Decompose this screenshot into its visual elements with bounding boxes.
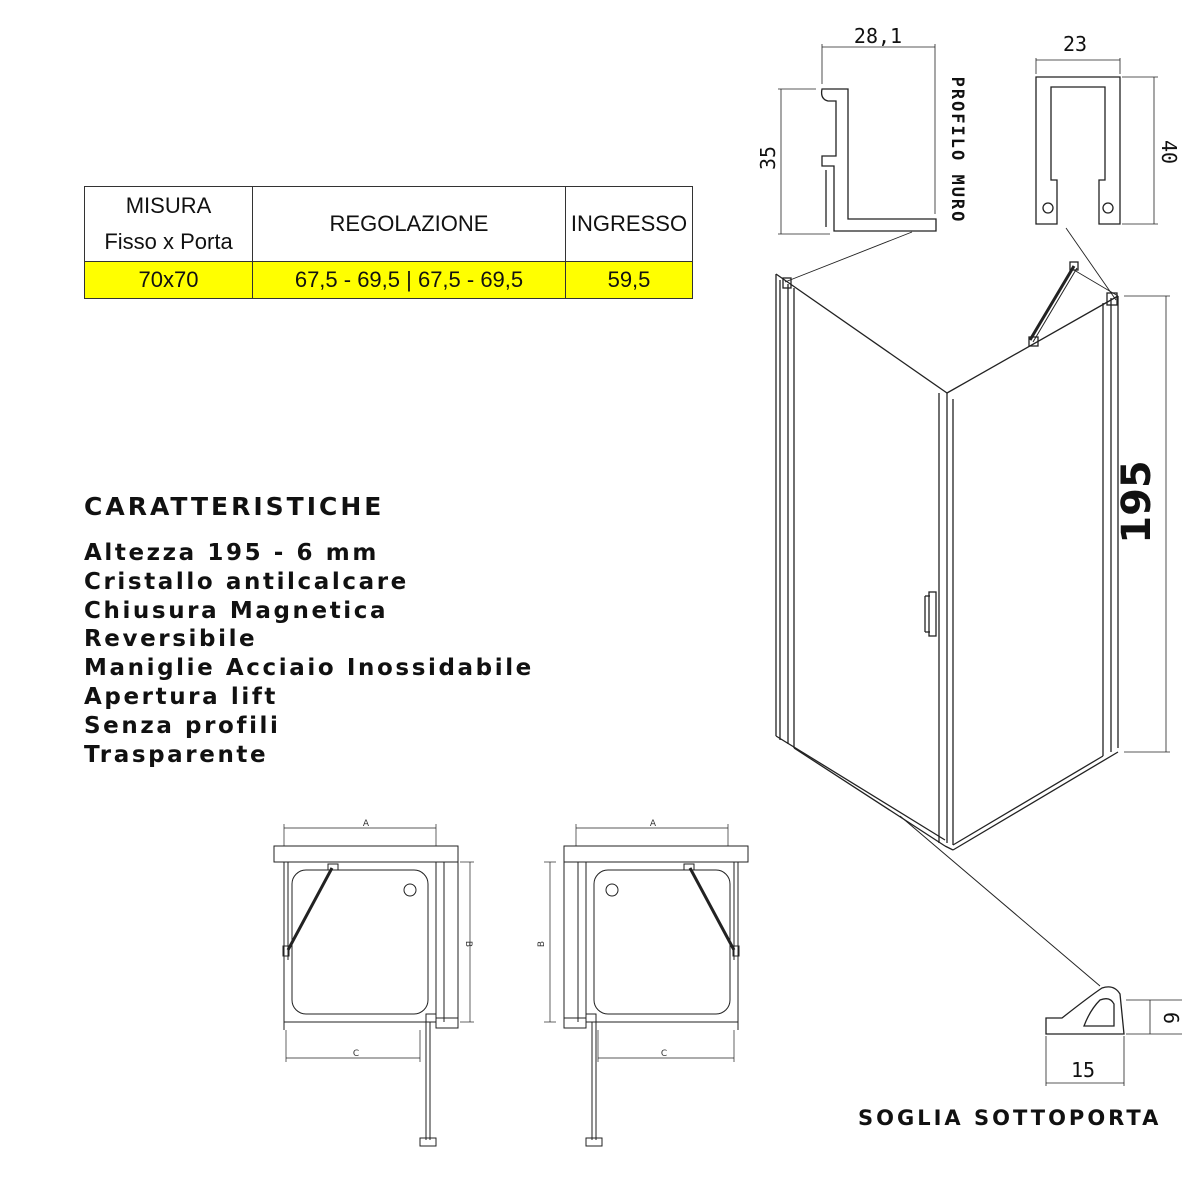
header-ingresso: INGRESSO <box>566 187 693 262</box>
feature-item: Cristallo antilcalcare <box>84 568 409 595</box>
threshold-caption: SOGLIA SOTTOPORTA <box>858 1106 1162 1130</box>
plan-right-dim-c: C <box>660 1049 668 1059</box>
plan-left-dim-b: B <box>463 940 473 948</box>
threshold-profile <box>1046 987 1182 1086</box>
feature-item: Trasparente <box>84 741 269 768</box>
feature-item: Reversibile <box>84 626 258 653</box>
door-profile-height-label: 40 <box>1157 139 1181 165</box>
header-misura: MISURA Fisso x Porta <box>85 187 253 262</box>
header-regolazione: REGOLAZIONE <box>253 187 566 262</box>
plan-view-left <box>274 824 474 1146</box>
plan-left-dim-c: C <box>352 1049 360 1059</box>
plan-right-dim-a: A <box>649 819 657 829</box>
door-profile-width-label: 23 <box>1062 32 1088 56</box>
feature-item: Chiusura Magnetica <box>84 597 389 624</box>
plan-right-dim-b: B <box>537 940 547 948</box>
features-title: CARATTERISTICHE <box>84 492 385 521</box>
threshold-height-label: 6 <box>1159 1011 1183 1025</box>
cell-ingresso: 59,5 <box>566 262 693 299</box>
feature-item: Maniglie Acciaio Inossidabile <box>84 655 534 682</box>
cell-misura: 70x70 <box>85 262 253 299</box>
feature-item: Apertura lift <box>84 683 279 710</box>
height-dimension-label: 195 <box>1114 460 1160 544</box>
wall-profile-label: PROFILO MURO <box>947 76 967 224</box>
shower-enclosure <box>776 262 1118 986</box>
feature-item: Senza profili <box>84 712 281 739</box>
cell-regolazione: 67,5 - 69,5 | 67,5 - 69,5 <box>253 262 566 299</box>
wall-height-label: 35 <box>756 145 780 171</box>
threshold-width-label: 15 <box>1070 1058 1096 1082</box>
plan-left-dim-a: A <box>362 819 370 829</box>
plan-view-right <box>544 824 748 1146</box>
wall-profile <box>778 44 936 234</box>
feature-item: Altezza 195 - 6 mm <box>84 540 379 566</box>
wall-width-label: 28,1 <box>853 24 903 48</box>
door-profile <box>1036 58 1158 224</box>
